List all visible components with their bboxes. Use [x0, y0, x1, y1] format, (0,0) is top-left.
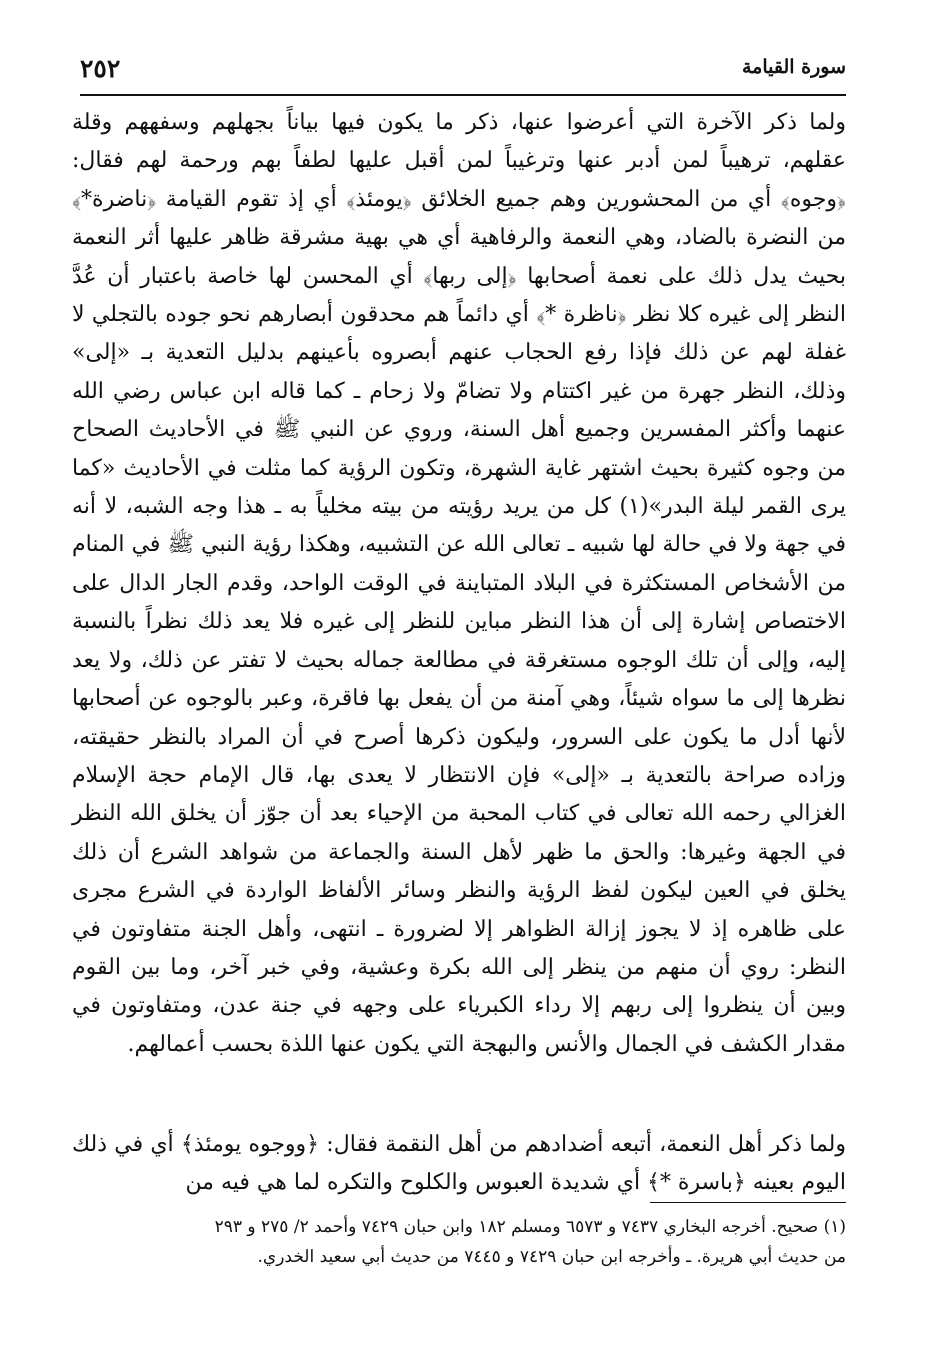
paragraph: ولما ذكر الآخرة التي أعرضوا عنها، ذكر ما يكون فيها بياناً بجهلهم وسفههم وقلة عقلهم، ترهيباً لمن أدبر عنها وترغيباً لمن أقبل عليها لطفاً بهم ورحمة لهم فقال: ﴿وجوه﴾ أي من المحشورين وهم جميع الخلائق ﴿يومئذ﴾ أي إذ تقوم القيامة ﴿ناضرة*﴾ من النضرة بالضاد، وهي النعمة والرفاهية أي هي بهية مشرقة ظاهر عليها أثر النعمة بحيث يدل ذلك على نعمة أصحابها ﴿إلى ربها﴾ أي المحسن لها خاصة باعتبار أن عُدَّ النظر إلى غيره كلا نظر ﴿ناظرة *﴾ أي دائماً هم محدقون أبصارهم نحو جوده بالتجلي لا غفلة لهم عن ذلك فإذا رفع الحجاب عنهم أبصروه بأعينهم بدليل التعدية بـ «إلى» وذلك، النظر جهرة من غير اكتتام ولا تضامّ ولا زحام ـ كما قاله ابن عباس رضي الله عنهما وأكثر المفسرين وجميع أهل السنة، وروي عن النبي ﷺ في الأحاديث الصحاح من وجوه كثيرة بحيث اشتهر غاية الشهرة، وتكون الرؤية كما مثلت في الأحاديث «كما يرى القمر ليلة البدر»(١) كل من يريد رؤيته من بيته مخلياً به ـ هذا وجه الشبه، لا أنه في جهة ولا في حالة لها شبيه ـ تعالى الله عن التشبيه، وهكذا رؤية النبي ﷺ في المنام من الأشخاص المستكثرة في البلاد المتباينة في الوقت الواحد، وقدم الجار الدال على الاختصاص إشارة إلى أن هذا النظر مباين للنظر إلى غيره فلا يعد ذلك نظراً بالنسبة إليه، وإلى أن تلك الوجوه مستغرقة في مطالعة جماله بحيث لا تفتر عن ذلك، ولا يعد نظرها إلى ما سواه شيئاً، وهي آمنة من أن يفعل بها فاقرة، وعبر بالوجوه عن أصحابها لأنها أدل ما يكون على السرور، وليكون ذكرها أصرح في أن المراد بالنظر حقيقته، وزاده صراحة بالتعدية بـ «إلى» فإن الانتظار لا يعدى بها، قال الإمام حجة الإسلام الغزالي رحمه الله تعالى في كتاب المحبة من الإحياء بعد أن جوّز أن يخلق الله النظر في الجهة وغيرها: والحق ما ظهر لأهل السنة والجماعة من شواهد الشرع أن ذلك يخلق في العين ليكون لفظ الرؤية والنظر وسائر الألفاظ الواردة في الشرع مجرى على ظاهره إذ لا يجوز إزالة الظواهر إلا لضرورة ـ انتهى، وأهل الجنة متفاوتون في النظر: روي أن منهم من ينظر إلى الله بكرة وعشية، وفي خبر آخر، وما بين القوم وبين أن ينظروا إلى ربهم إلا رداء الكبرياء على وجهه في جنة عدن، ومتفاوتون في مقدار الكشف في الجمال والأنس والبهجة التي يكون عنها اللذة بحسب أعمالهم. — [72, 110, 847, 1057]
paragraph: ولما ذكر أهل النعمة، أتبعه أضدادهم من أهل النقمة فقال: ﴿ووجوه يومئذ﴾ أي في ذلك اليوم بعينه ﴿باسرة *﴾ أي شديدة العبوس والكلوح والتكره لما هي فيه من — [72, 1132, 846, 1196]
main-text — [72, 104, 846, 1203]
footnote-separator — [650, 1202, 846, 1203]
page-number: ٢٥٢ — [80, 54, 121, 83]
footnote-line: من حديث أبي هريرة. ـ وأخرجه ابن حبان ٧٤٢٩ و ٧٤٤٥ من حديث أبي سعيد الخدري. — [257, 1247, 846, 1267]
running-header — [80, 56, 846, 96]
footnote — [72, 1212, 846, 1272]
chapter-title: سورة القيامة — [741, 56, 846, 78]
footnote-line: (١) صحيح. أخرجه البخاري ٧٤٣٧ و ٦٥٧٣ ومسلم ١٨٢ وابن حبان ٧٤٢٩ وأحمد ٢/ ٢٧٥ و ٢٩٣ — [214, 1217, 846, 1237]
